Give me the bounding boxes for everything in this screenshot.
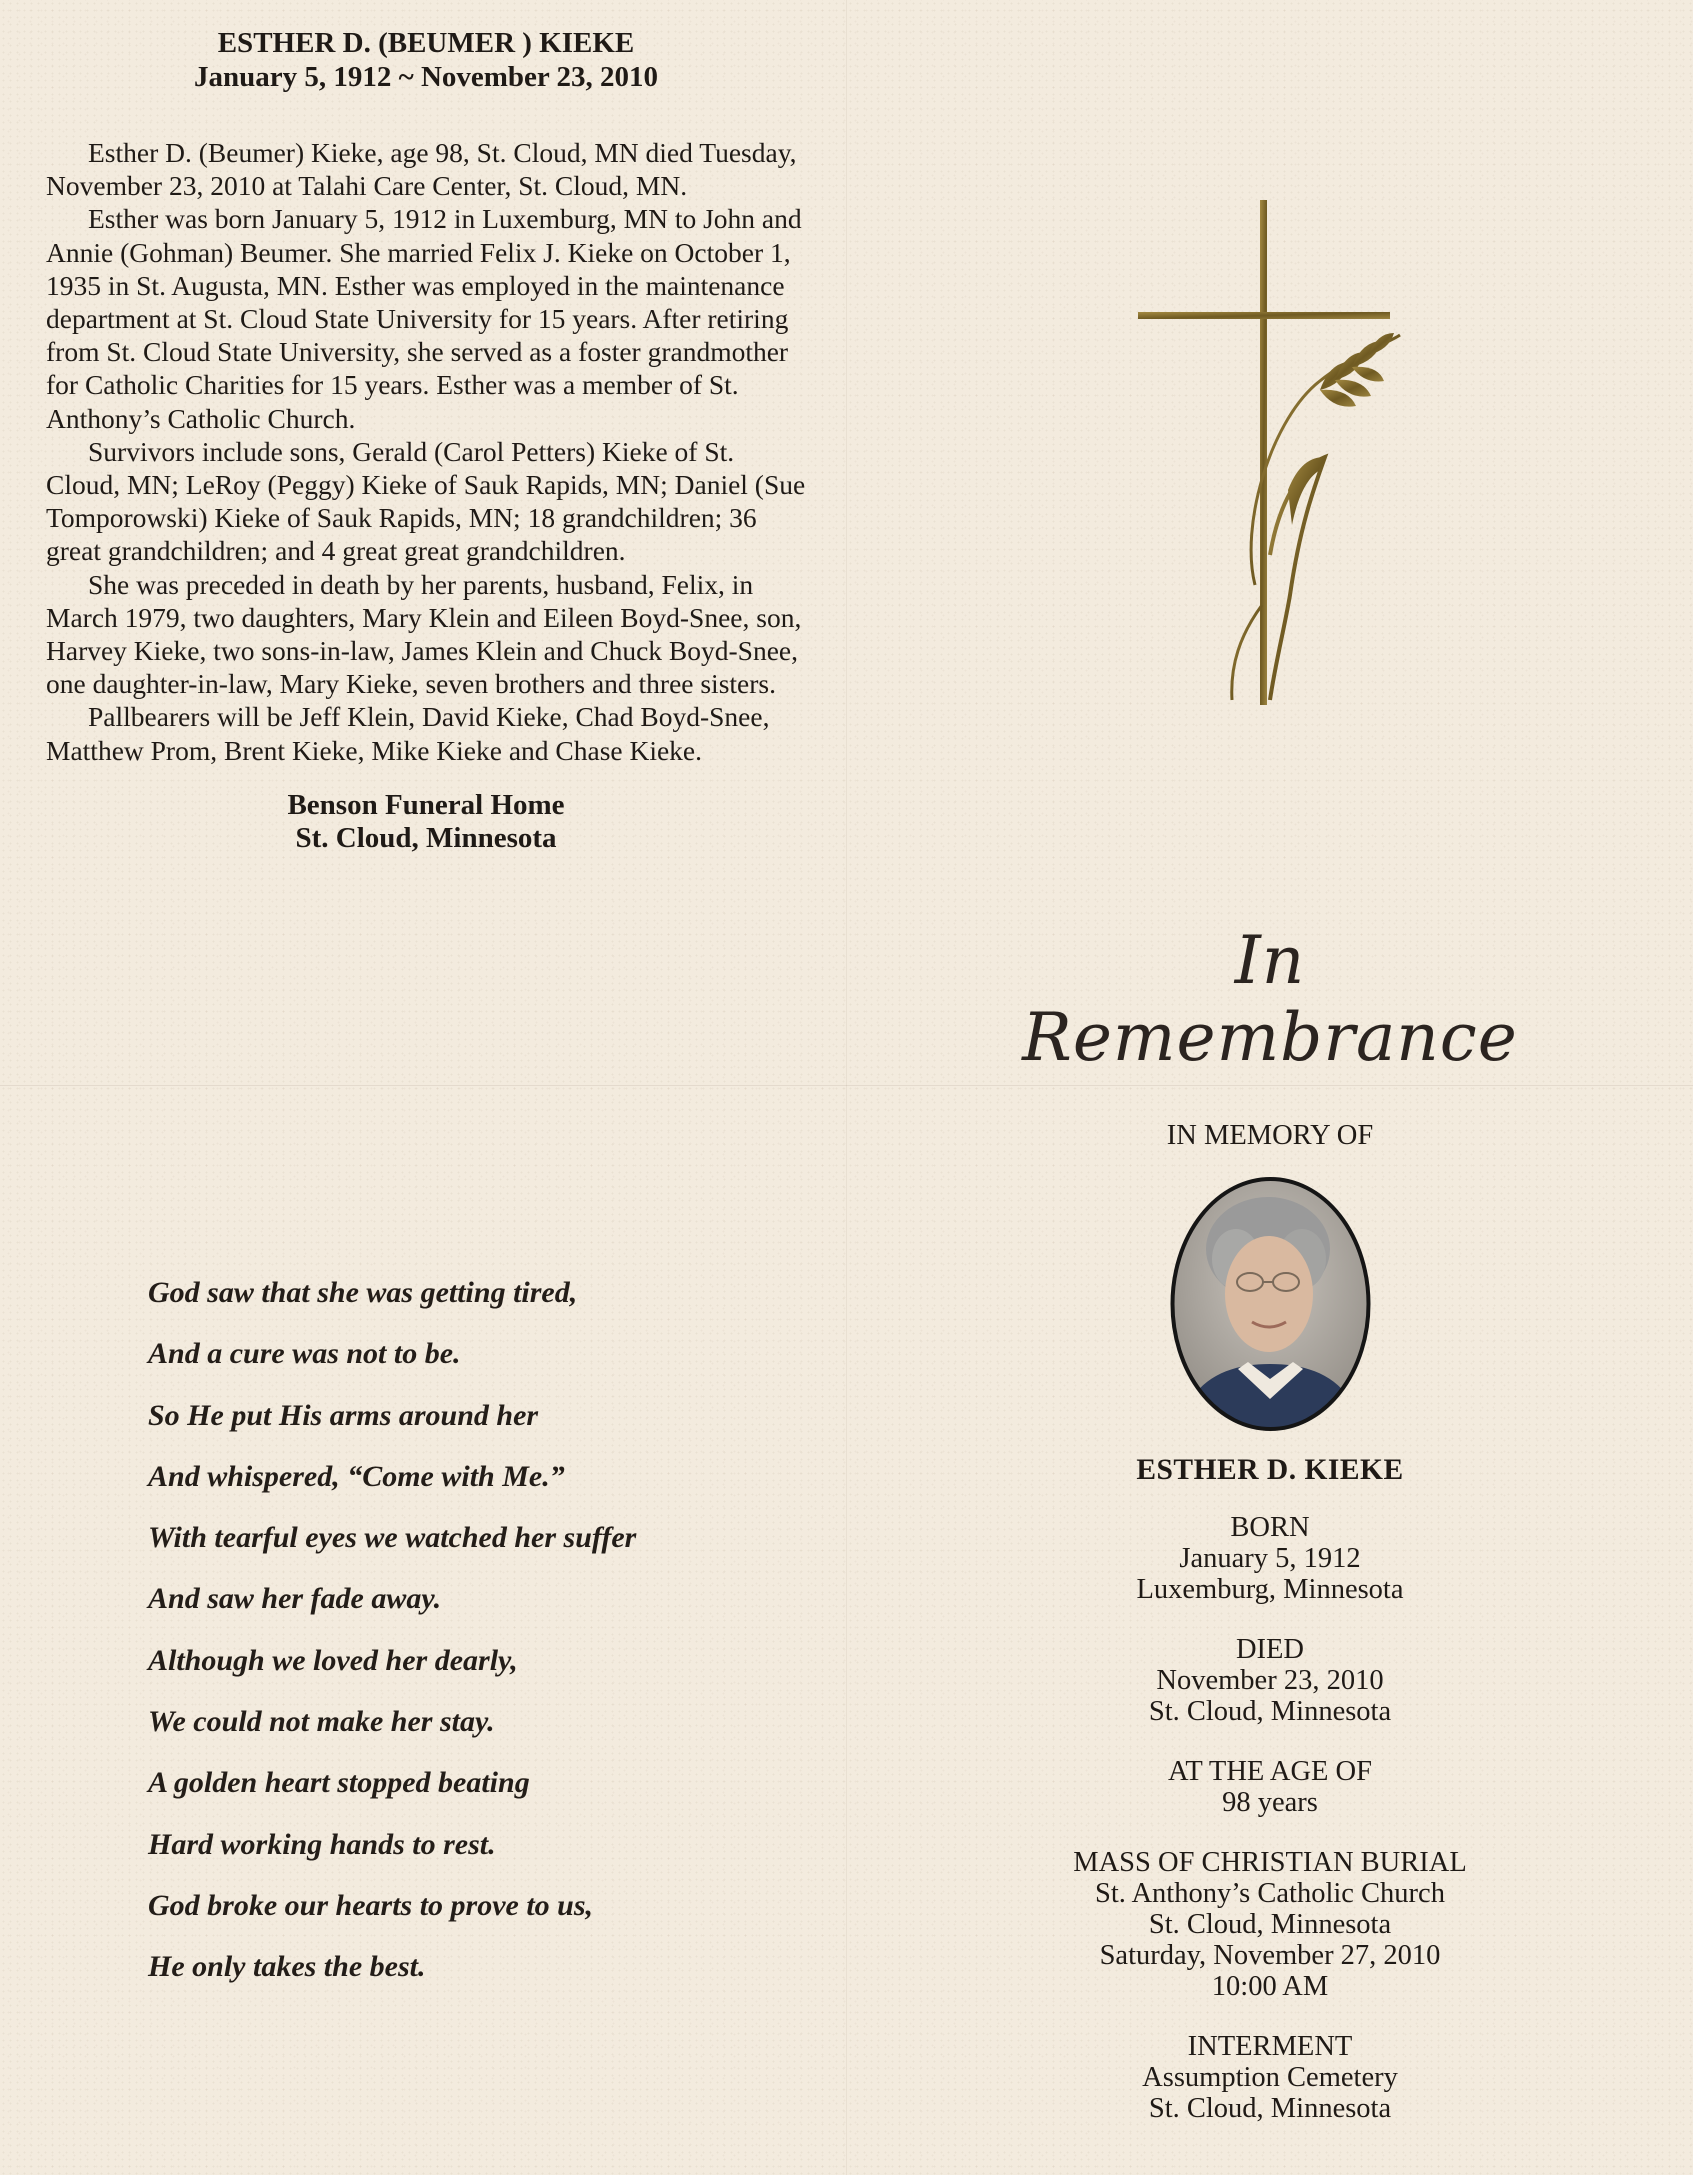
deceased-name: ESTHER D. KIEKE (1136, 1454, 1404, 1486)
poem-line: Although we loved her dearly, (148, 1643, 518, 1677)
poem-line: He only takes the best. (148, 1950, 426, 1984)
obituary-heading-dates: January 5, 1912 ~ November 23, 2010 (193, 61, 659, 93)
obituary-paragraph: Esther was born January 5, 1912 in Luxemburg, MN to John and Annie (Gohman) Beumer. She married Felix J. Kieke on October 1, 1935 in St. Augusta, MN. Esther was employed in the maintenance department at St. Cloud State University for 15 years. After retiring from St. Cloud State University, she served as a foster grandmother for Catholic Charities for 15 years. Esther was a member of St. Anthony’s Catholic Church. (46, 203, 802, 434)
vertical-fold-line (846, 0, 847, 2175)
mass-time: 10:00 AM (1211, 1971, 1329, 2002)
mass-church: St. Anthony’s Catholic Church (1095, 1878, 1445, 1909)
obituary-paragraph: Pallbearers will be Jeff Klein, David Kieke, Chad Boyd-Snee, Matthew Prom, Brent Kieke, Mike Kieke and Chase Kieke. (46, 701, 770, 766)
memorial-details-panel (980, 1120, 1560, 2153)
funeral-home-name: Benson Funeral Home (287, 788, 565, 821)
poem-line: And whispered, “Come with Me.” (148, 1459, 565, 1493)
obituary-body (46, 136, 806, 767)
poem-line: And a cure was not to be. (148, 1337, 461, 1371)
died-block (980, 1634, 1560, 1727)
died-place: St. Cloud, Minnesota (1148, 1696, 1392, 1727)
poem-line: A golden heart stopped beating (148, 1766, 530, 1800)
mass-block (980, 1847, 1560, 2002)
interment-place: Assumption Cemetery (1142, 2062, 1398, 2093)
poem-line: We could not make her stay. (148, 1705, 495, 1739)
born-block (980, 1512, 1560, 1605)
poem-line: Hard working hands to rest. (148, 1827, 496, 1861)
age-value: 98 years (1222, 1787, 1318, 1818)
obituary-heading-name: ESTHER D. (BEUMER ) KIEKE (217, 27, 635, 59)
born-place: Luxemburg, Minnesota (1136, 1574, 1404, 1605)
poem-line: With tearful eyes we watched her suffer (148, 1521, 637, 1555)
age-label: AT THE AGE OF (1167, 1756, 1372, 1787)
poem-line: God broke our hearts to prove to us, (148, 1888, 594, 1922)
born-date: January 5, 1912 (1179, 1543, 1361, 1574)
born-label: BORN (1230, 1512, 1310, 1543)
poem-line: So He put His arms around her (148, 1398, 539, 1432)
mass-city: St. Cloud, Minnesota (1148, 1909, 1392, 1940)
cross-with-wheat-icon (1120, 195, 1420, 715)
poem-line: And saw her fade away. (148, 1582, 442, 1616)
portrait-photo (1168, 1174, 1373, 1434)
obituary-paragraph: She was preceded in death by her parents, husband, Felix, in March 1979, two daughters, Mary Klein and Eileen Boyd-Snee, son, Harvey Kieke, two sons-in-law, James Klein and Chuck Boyd-Snee, one daughter-in-law, Mary Kieke, seven brothers and three sisters. (46, 568, 802, 700)
in-remembrance-title: In Remembrance (1022, 922, 1518, 1076)
died-label: DIED (1235, 1634, 1305, 1665)
obituary-paragraph: Esther D. (Beumer) Kieke, age 98, St. Cloud, MN died Tuesday, November 23, 2010 at Talahi Care Center, St. Cloud, MN. (46, 137, 797, 202)
in-memory-of-heading: IN MEMORY OF (1166, 1120, 1374, 1151)
interment-city: St. Cloud, Minnesota (1148, 2093, 1392, 2124)
died-date: November 23, 2010 (1156, 1665, 1384, 1696)
age-block (980, 1756, 1560, 1818)
funeral-home-city: St. Cloud, Minnesota (295, 821, 557, 854)
poem-panel (148, 1262, 788, 1998)
interment-block (980, 2031, 1560, 2124)
mass-date: Saturday, November 27, 2010 (1099, 1940, 1441, 1971)
interment-label: INTERMENT (1187, 2031, 1353, 2062)
poem-line: God saw that she was getting tired, (148, 1276, 578, 1309)
obituary-paragraph: Survivors include sons, Gerald (Carol Petters) Kieke of St. Cloud, MN; LeRoy (Peggy) Kieke of Sauk Rapids, MN; Daniel (Sue Tomporowski) Kieke of Sauk Rapids, MN; 18 grandchildren; 36 great grandchildren; and 4 great great grandchildren. (46, 435, 806, 567)
obituary-panel (46, 26, 806, 855)
mass-label: MASS OF CHRISTIAN BURIAL (1073, 1847, 1467, 1878)
